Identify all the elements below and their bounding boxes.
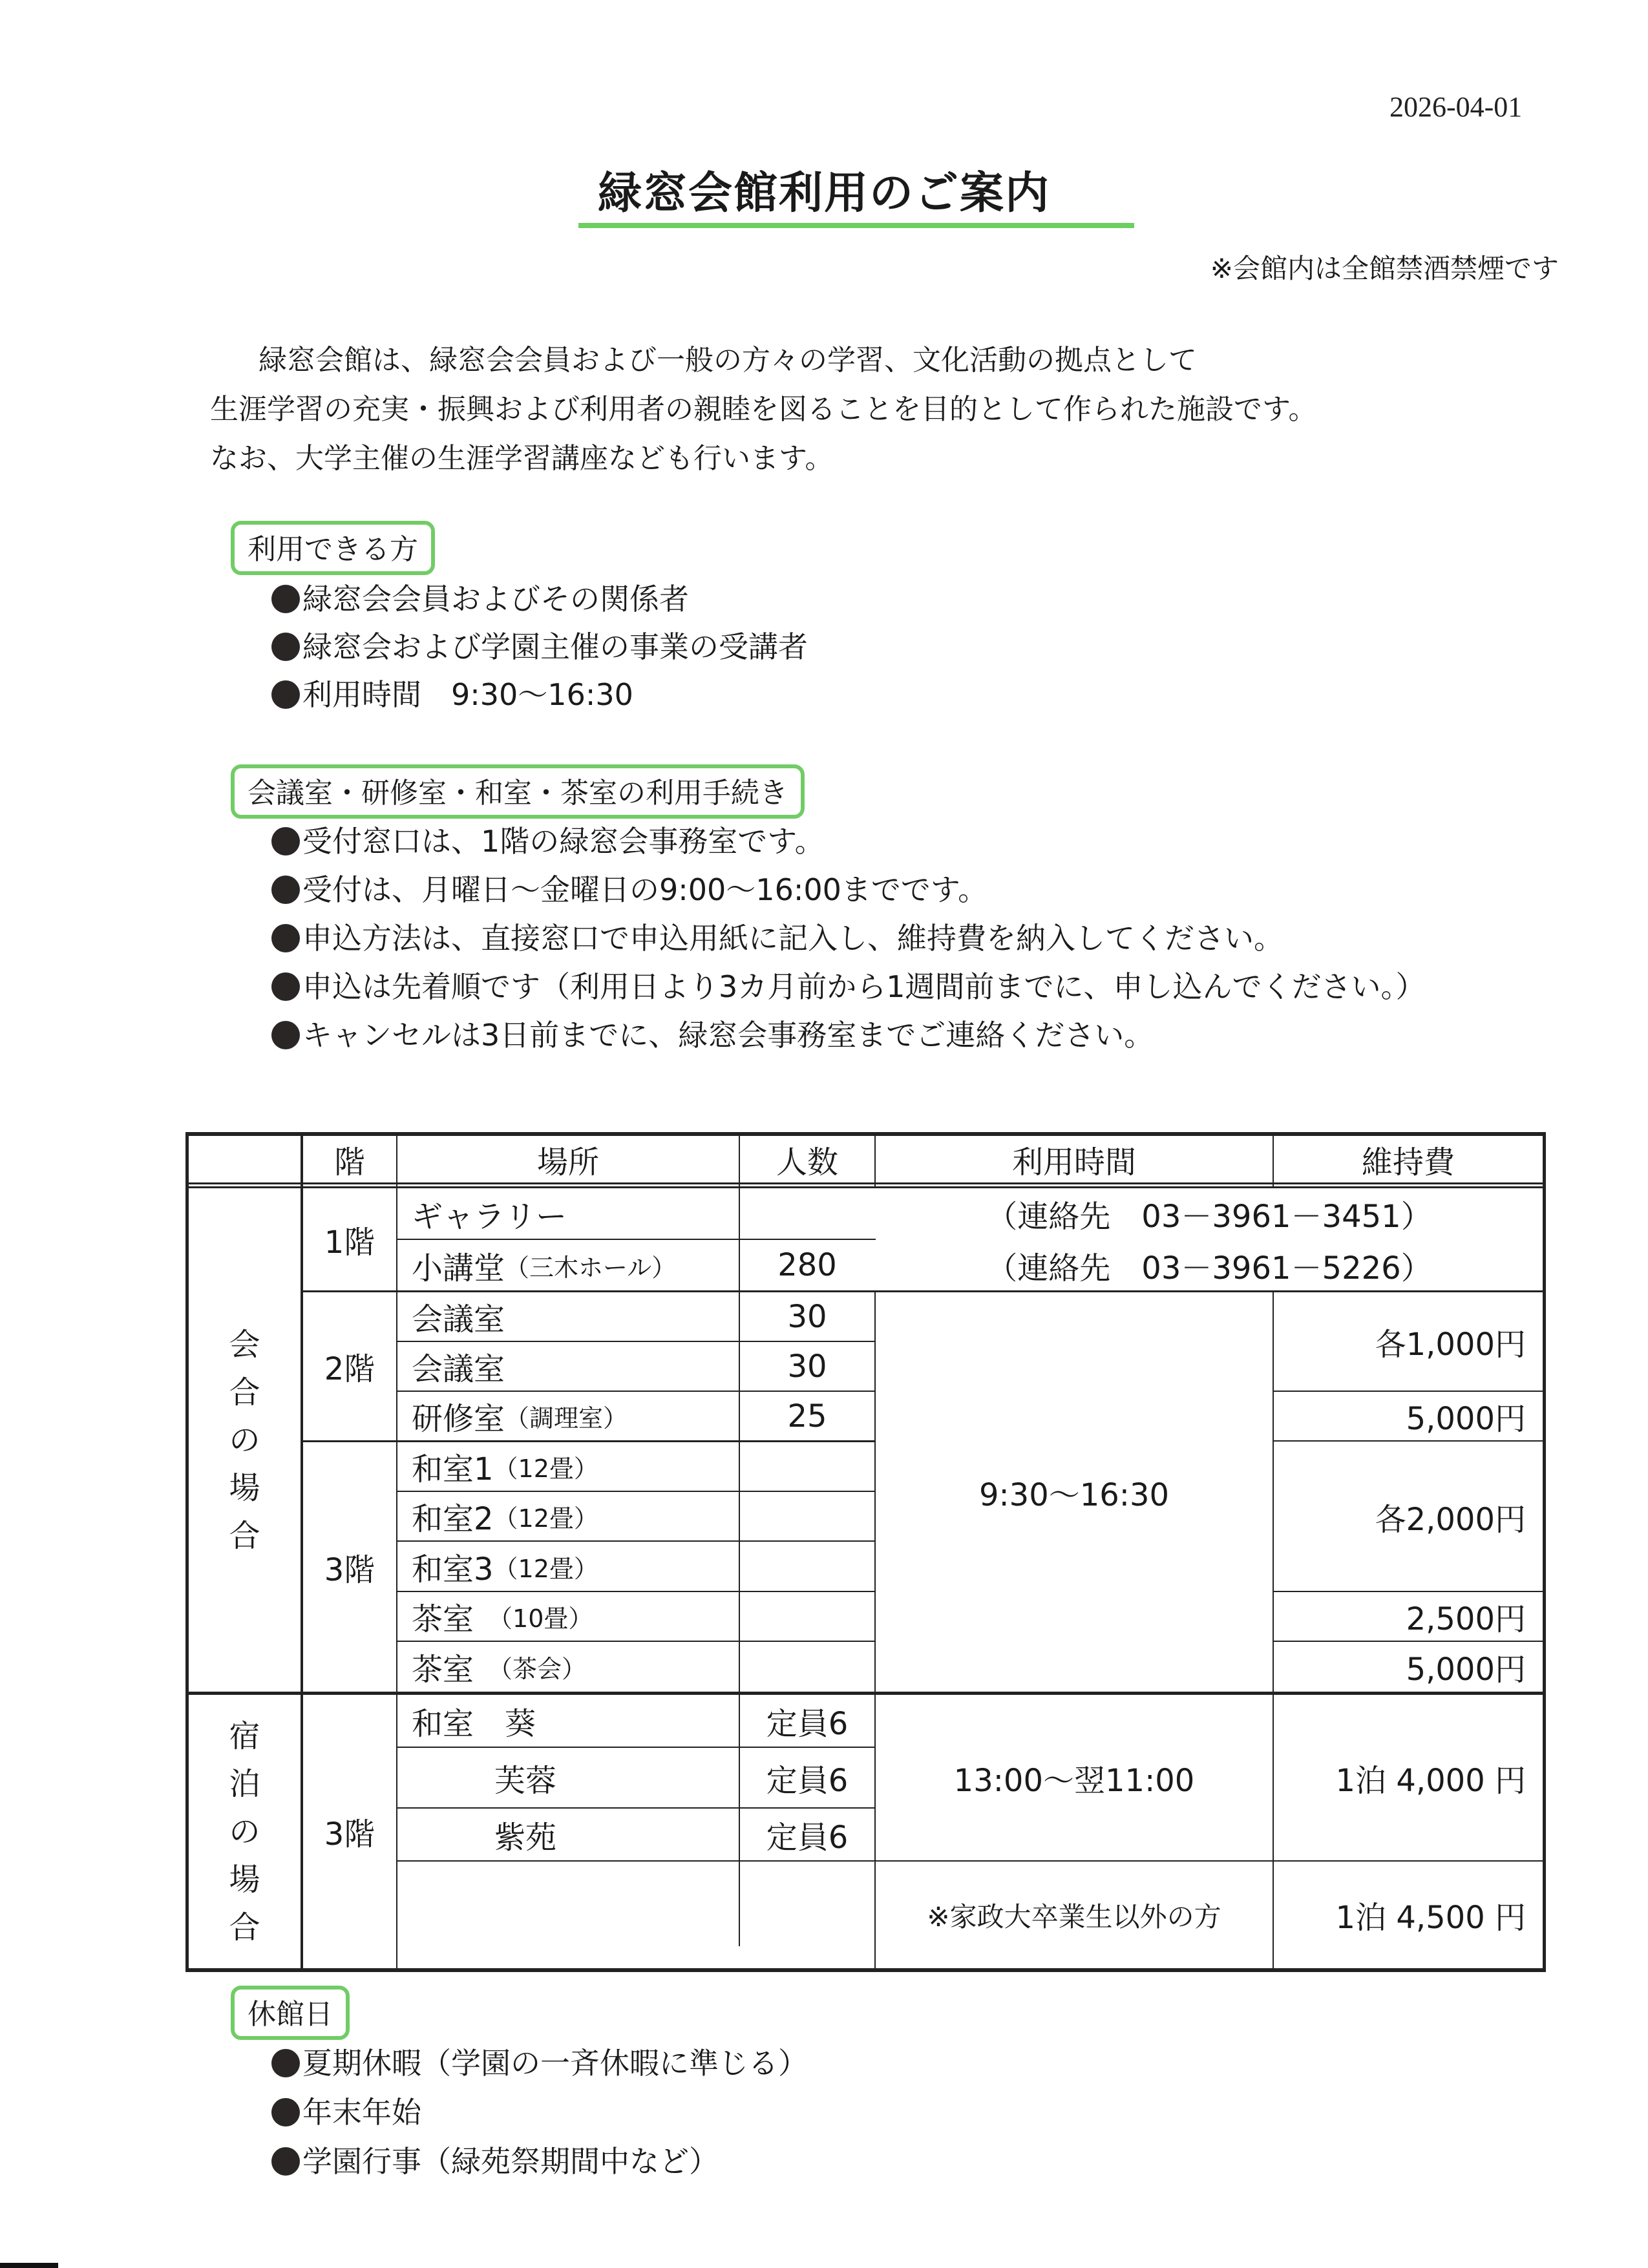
bullet-icon <box>271 924 300 952</box>
place-meeting-room-2: 会議室 <box>412 1351 505 1387</box>
place-washitsu-2: 和室2 （12畳） <box>412 1501 598 1537</box>
no-alcohol-smoking-notice: ※会館内は全館禁酒禁煙です <box>1210 253 1559 284</box>
fee-chashitsu-tea: 5,000円 <box>1406 1652 1526 1688</box>
fee-washitsu: 各2,000円 <box>1375 1501 1526 1538</box>
stay-capacity-fuyo: 定員6 <box>766 1762 849 1799</box>
bullet-icon <box>271 1021 300 1049</box>
closed-list <box>271 2039 808 2186</box>
page-title: 緑窓会館利用のご案内 <box>597 168 1050 219</box>
stay-fee-non-graduates: 1泊 4,500 円 <box>1335 1900 1526 1936</box>
section-label-closed: 休館日 <box>231 1986 350 2040</box>
group-label-meeting <box>189 1188 301 1692</box>
header-fee: 維持費 <box>1361 1144 1455 1181</box>
table-border <box>185 1968 1546 1972</box>
procedure-list <box>271 817 1426 1060</box>
header-floor: 階 <box>333 1144 365 1181</box>
place-chashitsu-10: 茶室 （10畳） <box>412 1601 593 1637</box>
stay-capacity-shion: 定員6 <box>766 1819 849 1856</box>
eligible-list <box>271 575 808 719</box>
list-item <box>271 2137 808 2186</box>
table-border <box>1543 1132 1546 1972</box>
group-label-char: 合 <box>229 1909 260 1946</box>
group-label-char: 泊 <box>229 1765 260 1802</box>
bullet-icon <box>271 680 300 709</box>
list-item <box>271 2039 808 2088</box>
bullet-icon <box>271 827 300 856</box>
list-item <box>271 866 1426 914</box>
place-washitsu-3: 和室3 （12畳） <box>412 1551 598 1588</box>
place-meeting-room-1: 会議室 <box>412 1301 505 1338</box>
scan-edge-mark <box>0 2263 58 2268</box>
intro-line: 緑窓会館は、緑窓会会員および一般の方々の学習、文化活動の拠点として <box>259 344 1197 377</box>
header-capacity: 人数 <box>776 1144 838 1181</box>
list-item-text: 緑窓会および学園主催の事業の受講者 <box>302 629 808 664</box>
list-item-text: 申込方法は、直接窓口で申込用紙に記入し、維持費を納入してください。 <box>302 921 1284 956</box>
list-item <box>271 623 808 671</box>
contact-small-hall: （連絡先 03－3961－5226） <box>986 1250 1432 1286</box>
stay-capacity-aoi: 定員6 <box>766 1705 849 1742</box>
intro-line: 生涯学習の充実・振興および利用者の親睦を図ることを目的として作られた施設です。 <box>210 393 1317 426</box>
group-label-stay <box>189 1695 301 1968</box>
bullet-icon <box>271 876 300 904</box>
place-training-room: 研修室 （調理室） <box>412 1401 628 1437</box>
group-label-char: 合 <box>229 1517 260 1554</box>
header-divider <box>185 1182 1546 1184</box>
list-item-text: キャンセルは3日前までに、緑窓会事務室までご連絡ください。 <box>302 1018 1154 1053</box>
bullet-icon <box>271 2098 300 2126</box>
list-item <box>271 963 1426 1011</box>
group-label-char: 会 <box>229 1326 260 1363</box>
floor-1: 1階 <box>324 1224 375 1261</box>
header-hours: 利用時間 <box>1011 1144 1136 1181</box>
place-washitsu-1: 和室1 （12畳） <box>412 1451 598 1487</box>
bullet-icon <box>271 2049 300 2077</box>
stay-place-aoi: 和室 葵 <box>412 1705 536 1742</box>
place-gallery: ギャラリー <box>412 1198 567 1235</box>
list-item <box>271 1011 1426 1060</box>
bullet-icon <box>271 633 300 661</box>
meeting-hours: 9:30～16:30 <box>978 1476 1170 1513</box>
blank-cell <box>740 1862 874 1968</box>
floor-3: 3階 <box>324 1551 375 1588</box>
document-date: 2026-04-01 <box>1389 91 1523 123</box>
capacity-small-hall: 280 <box>777 1247 837 1283</box>
stay-fee: 1泊 4,000 円 <box>1335 1762 1526 1799</box>
group-label-char: の <box>229 1422 260 1458</box>
group-label-char: の <box>229 1813 260 1850</box>
capacity-training-room: 25 <box>787 1398 827 1434</box>
stay-place-fuyo: 芙蓉 <box>494 1762 557 1799</box>
list-item-text: 緑窓会会員およびその関係者 <box>302 582 689 616</box>
stay-hours: 13:00～翌11:00 <box>953 1762 1195 1799</box>
group-label-char: 場 <box>229 1469 260 1506</box>
bullet-icon <box>271 972 300 1001</box>
stay-note-non-graduates: ※家政大卒業生以外の方 <box>927 1900 1221 1933</box>
facility-table <box>185 1132 1546 1972</box>
fee-chashitsu-10: 2,500円 <box>1406 1601 1526 1637</box>
list-item-text: 受付は、月曜日～金曜日の9:00～16:00までです。 <box>302 872 988 907</box>
fee-meeting-rooms: 各1,000円 <box>1375 1326 1526 1363</box>
intro-paragraph <box>210 336 1316 483</box>
place-small-hall: 小講堂 （三木ホール） <box>412 1250 677 1286</box>
floor-3-stay: 3階 <box>324 1816 375 1853</box>
list-item-text: 受付窓口は、1階の緑窓会事務室です。 <box>302 824 825 859</box>
bullet-icon <box>271 585 300 613</box>
list-item-text: 申込は先着順です（利用日より3カ月前から1週間前までに、申し込んでください。） <box>302 969 1426 1004</box>
section-label-eligible: 利用できる方 <box>231 521 435 575</box>
row-divider <box>1273 1440 1546 1442</box>
fee-training-room: 5,000円 <box>1406 1401 1526 1437</box>
capacity-meeting-room-1: 30 <box>787 1298 827 1335</box>
intro-line: なお、大学主催の生涯学習講座なども行います。 <box>210 442 834 475</box>
list-item-text: 年末年始 <box>302 2095 421 2130</box>
title-underline <box>578 223 1134 228</box>
list-item <box>271 2088 808 2137</box>
list-item-text: 利用時間 9:30～16:30 <box>302 677 633 712</box>
list-item <box>271 671 808 719</box>
group-label-char: 宿 <box>229 1717 260 1754</box>
list-item <box>271 817 1426 866</box>
group-label-char: 場 <box>229 1861 260 1898</box>
floor-2: 2階 <box>324 1351 375 1387</box>
list-item-text: 学園行事（緑苑祭期間中など） <box>302 2144 719 2179</box>
section-label-procedure: 会議室・研修室・和室・茶室の利用手続き <box>231 764 805 819</box>
list-item <box>271 914 1426 963</box>
stay-place-shion: 紫苑 <box>494 1819 557 1856</box>
place-chashitsu-tea: 茶室 （茶会） <box>412 1652 587 1688</box>
group-label-char: 合 <box>229 1374 260 1411</box>
header-place: 場所 <box>536 1144 599 1181</box>
list-item <box>271 575 808 623</box>
bullet-icon <box>271 2147 300 2176</box>
capacity-meeting-room-2: 30 <box>787 1348 827 1385</box>
contact-gallery: （連絡先 03－3961－3451） <box>986 1198 1432 1235</box>
list-item-text: 夏期休暇（学園の一斉休暇に準じる） <box>302 2046 808 2081</box>
